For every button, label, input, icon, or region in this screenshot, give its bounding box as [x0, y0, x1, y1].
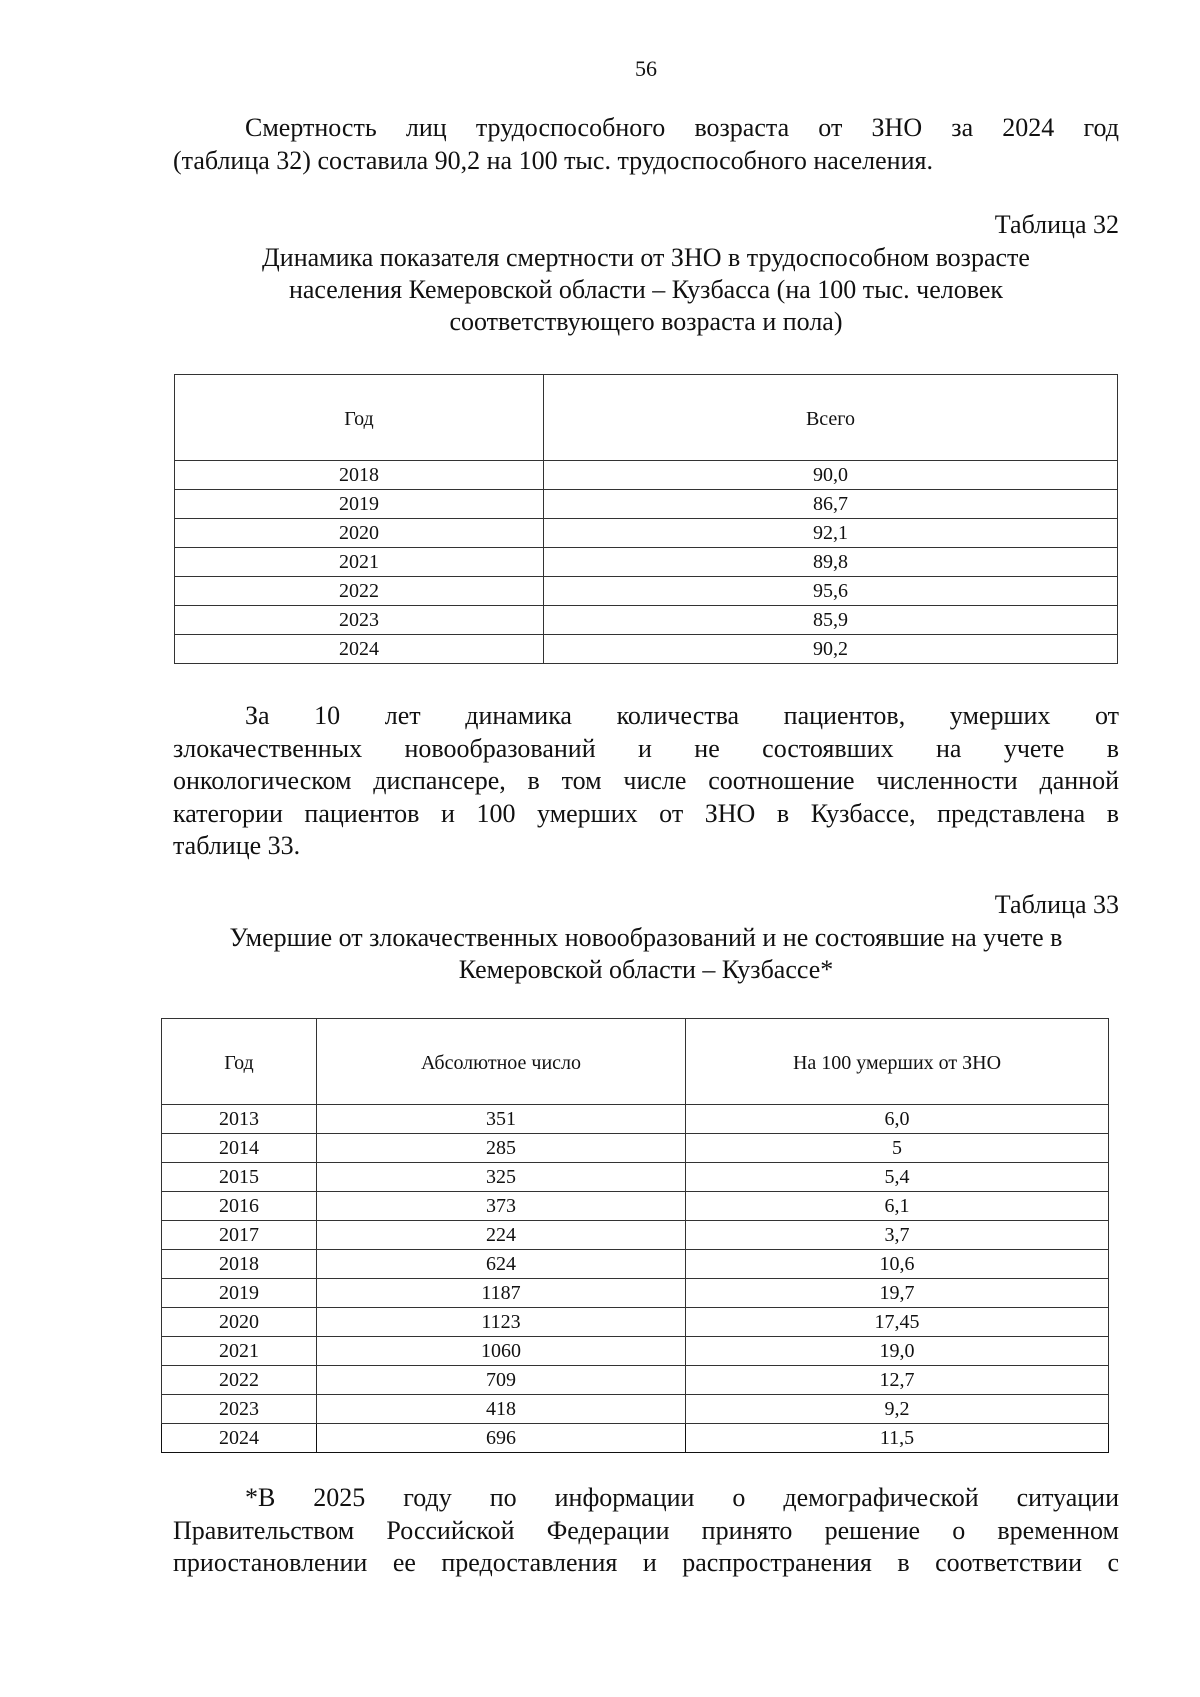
- intro-paragraph: [173, 112, 1119, 177]
- absolute-cell: 1060: [317, 1337, 686, 1366]
- per-100-cell: 11,5: [686, 1424, 1109, 1453]
- absolute-cell: 224: [317, 1221, 686, 1250]
- table-32-title-line: населения Кемеровской области – Кузбасса (на 100 тыс. человек: [288, 275, 1004, 304]
- middle-paragraph: [173, 700, 1119, 863]
- year-cell: 2024: [162, 1424, 317, 1453]
- year-cell: 2023: [162, 1395, 317, 1424]
- table-header-row: [175, 375, 1118, 461]
- table-row: [175, 635, 1118, 664]
- table-header-row: [162, 1019, 1109, 1105]
- footnote-paragraph: [173, 1482, 1119, 1580]
- value-cell: 92,1: [544, 519, 1118, 548]
- value-cell: 90,2: [544, 635, 1118, 664]
- table-33-label: Таблица 33: [994, 890, 1119, 919]
- page-number: 56: [635, 56, 657, 81]
- per-100-cell: 6,0: [686, 1105, 1109, 1134]
- per-100-cell: 17,45: [686, 1308, 1109, 1337]
- absolute-cell: 418: [317, 1395, 686, 1424]
- table-row: [162, 1192, 1109, 1221]
- footnote-line-3: приостановлении ее предоставления и распространения в соответствии с: [173, 1548, 1119, 1577]
- year-cell: 2014: [162, 1134, 317, 1163]
- table-row: [162, 1424, 1109, 1453]
- value-cell: 85,9: [544, 606, 1118, 635]
- table-row: [175, 490, 1118, 519]
- column-header-year: Год: [175, 375, 544, 461]
- year-cell: 2018: [175, 461, 544, 490]
- year-cell: 2013: [162, 1105, 317, 1134]
- middle-line-4: категории пациентов и 100 умерших от ЗНО в Кузбассе, представлена в: [173, 798, 1119, 828]
- column-header-per-100: На 100 умерших от ЗНО: [686, 1019, 1109, 1105]
- table-32-title-line: Динамика показателя смертности от ЗНО в трудоспособном возрасте: [262, 243, 1030, 272]
- per-100-cell: 12,7: [686, 1366, 1109, 1395]
- year-cell: 2017: [162, 1221, 317, 1250]
- footnote-line-1: *В 2025 году по информации о демографической ситуации: [245, 1483, 1119, 1512]
- year-cell: 2019: [162, 1279, 317, 1308]
- middle-line-2: злокачественных новообразований и не состоявших на учете в: [173, 733, 1119, 763]
- per-100-cell: 6,1: [686, 1192, 1109, 1221]
- value-cell: 86,7: [544, 490, 1118, 519]
- per-100-cell: 9,2: [686, 1395, 1109, 1424]
- per-100-cell: 19,0: [686, 1337, 1109, 1366]
- per-100-cell: 5: [686, 1134, 1109, 1163]
- absolute-cell: 1187: [317, 1279, 686, 1308]
- table-row: [175, 548, 1118, 577]
- table-row: [162, 1337, 1109, 1366]
- middle-line-5: таблице 33.: [173, 831, 301, 860]
- table-33: [161, 1018, 1109, 1453]
- year-cell: 2024: [175, 635, 544, 664]
- column-header-total: Всего: [544, 375, 1118, 461]
- year-cell: 2023: [175, 606, 544, 635]
- table-33-title-line: Кемеровской области – Кузбассе*: [458, 955, 834, 984]
- table-row: [162, 1163, 1109, 1192]
- table-row: [162, 1395, 1109, 1424]
- year-cell: 2020: [175, 519, 544, 548]
- table-32-title: [173, 242, 1119, 338]
- table-32: [174, 374, 1118, 664]
- year-cell: 2015: [162, 1163, 317, 1192]
- year-cell: 2021: [162, 1337, 317, 1366]
- table-row: [162, 1366, 1109, 1395]
- middle-line-1: За 10 лет динамика количества пациентов, умерших от: [245, 701, 1119, 730]
- year-cell: 2020: [162, 1308, 317, 1337]
- column-header-year: Год: [162, 1019, 317, 1105]
- table-row: [162, 1134, 1109, 1163]
- value-cell: 89,8: [544, 548, 1118, 577]
- absolute-cell: 696: [317, 1424, 686, 1453]
- year-cell: 2019: [175, 490, 544, 519]
- per-100-cell: 10,6: [686, 1250, 1109, 1279]
- table-row: [175, 577, 1118, 606]
- absolute-cell: 285: [317, 1134, 686, 1163]
- absolute-cell: 1123: [317, 1308, 686, 1337]
- table-row: [162, 1250, 1109, 1279]
- year-cell: 2022: [162, 1366, 317, 1395]
- absolute-cell: 709: [317, 1366, 686, 1395]
- table-row: [175, 461, 1118, 490]
- year-cell: 2022: [175, 577, 544, 606]
- per-100-cell: 5,4: [686, 1163, 1109, 1192]
- absolute-cell: 325: [317, 1163, 686, 1192]
- table-row: [162, 1221, 1109, 1250]
- year-cell: 2016: [162, 1192, 317, 1221]
- middle-line-3: онкологическом диспансере, в том числе соотношение численности данной: [173, 766, 1119, 795]
- per-100-cell: 3,7: [686, 1221, 1109, 1250]
- table-32-title-line: соответствующего возраста и пола): [449, 307, 843, 336]
- intro-line-1: Смертность лиц трудоспособного возраста от ЗНО за 2024 год: [245, 113, 1119, 142]
- table-33-title: [173, 922, 1119, 986]
- table-row: [162, 1308, 1109, 1337]
- footnote-line-2: Правительством Российской Федерации принято решение о временном: [173, 1515, 1119, 1545]
- absolute-cell: 373: [317, 1192, 686, 1221]
- absolute-cell: 351: [317, 1105, 686, 1134]
- intro-line-2: (таблица 32) составила 90,2 на 100 тыс. трудоспособного населения.: [173, 145, 933, 175]
- table-33-title-line: Умершие от злокачественных новообразований и не состоявшие на учете в: [229, 923, 1063, 952]
- per-100-cell: 19,7: [686, 1279, 1109, 1308]
- table-32-label: Таблица 32: [994, 210, 1119, 239]
- table-row: [175, 606, 1118, 635]
- year-cell: 2021: [175, 548, 544, 577]
- absolute-cell: 624: [317, 1250, 686, 1279]
- year-cell: 2018: [162, 1250, 317, 1279]
- table-row: [162, 1105, 1109, 1134]
- column-header-absolute: Абсолютное число: [317, 1019, 686, 1105]
- table-row: [175, 519, 1118, 548]
- table-row: [162, 1279, 1109, 1308]
- value-cell: 95,6: [544, 577, 1118, 606]
- value-cell: 90,0: [544, 461, 1118, 490]
